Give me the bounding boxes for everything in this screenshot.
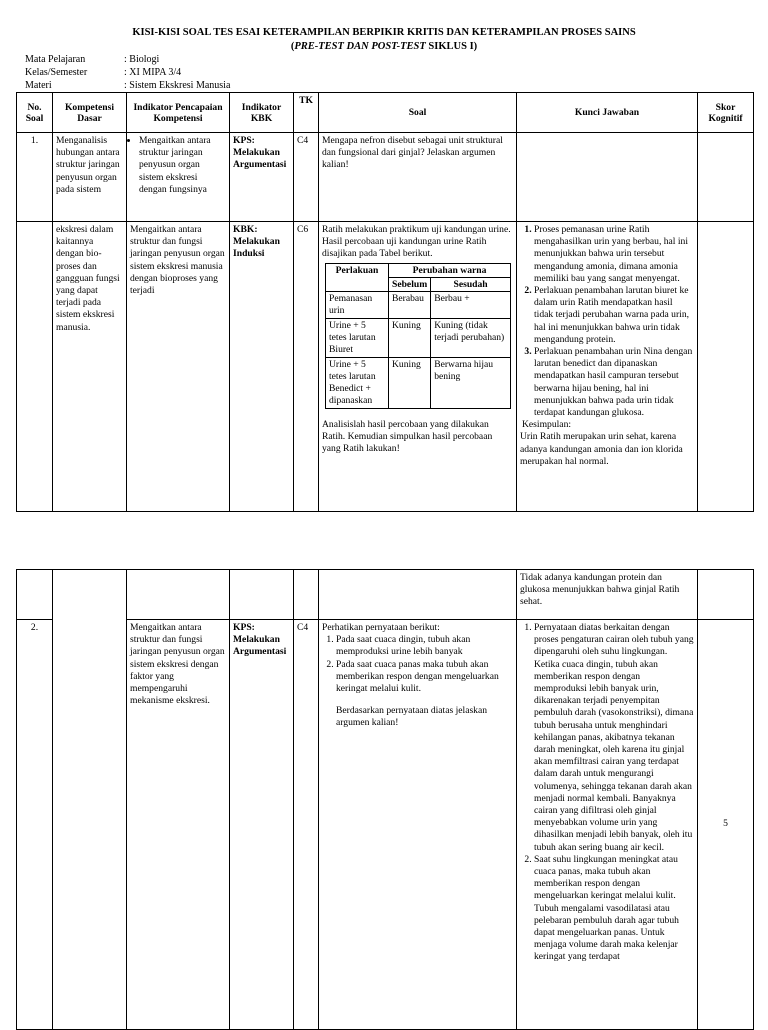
col-header-no: No. Soal (17, 93, 53, 133)
table-row (17, 133, 754, 222)
cell-skor (698, 133, 754, 222)
soal-outro: Analisislah hasil percobaan yang dilakukan Ratih. Kemudian simpulkan hasil percobaan yang Ratih lakukan! (322, 418, 493, 455)
soal-intro: Ratih melakukan praktikum uji kandungan urine. Hasil percobaan uji kandungan urine Ratih disajikan pada Tabel berikut. (322, 224, 511, 260)
meta-value-subject: : Biologi (124, 54, 160, 65)
cell-kbk (230, 133, 294, 222)
cell-kbk (230, 620, 294, 1030)
soal-outro: Berdasarkan pernyataan diatas jelaskan argumen kalian! (336, 705, 488, 729)
cell-kd (53, 570, 127, 1030)
cell-tk (294, 570, 319, 620)
table-row (17, 222, 754, 512)
grid-table-page2 (16, 569, 754, 1030)
meta-value-class: : XI MIPA 3/4 (124, 67, 182, 78)
header-row (17, 93, 754, 133)
cell-soal (319, 570, 517, 620)
kbk-type: KPS: (233, 135, 255, 146)
cell-no: 1. (17, 133, 53, 222)
kunci-item: 3. Perlakuan penambahan urin Nina dengan larutan benedict dan dipanaskan mendapatkan hasil campuran tersebut berwarna hijau bening, hal ini menunjukkan bahwa pada urin tidak terdapat kandungan glukosa. (534, 346, 694, 419)
cell-skor: 5 (698, 620, 754, 1030)
cell-tk: C4 (294, 133, 319, 222)
kunci-item: 2. Perlakuan penambahan larutan biuret ke dalam urin Ratih mendapatkan hasil tidak terjadi perubahan warna pada urin, hal ini menunjukkan bahwa urin tidak mengandung protein. (534, 285, 694, 346)
inner-row (326, 318, 511, 357)
experiment-table (325, 263, 511, 409)
cell-ipk (127, 133, 230, 222)
inner-cell-perlakuan: Urine + 5 tetes larutan Benedict + dipanaskan (326, 357, 389, 408)
col-header-kbk: Indikator KBK (230, 93, 294, 133)
kunci-item: 1. Proses pemanasan urine Ratih mengahasilkan urin yang berbau, hal ini menunjukkan bahwa urin tersebut mengandung amonia, dimana amonia memiliki bau yang sangat menyengat. (534, 224, 694, 285)
kesimpulan-label: Kesimpulan: (522, 419, 572, 431)
document-title: KISI-KISI SOAL TES ESAI KETERAMPILAN BERPIKIR KRITIS DAN KETERAMPILAN PROSES SAINS (132, 27, 636, 38)
cell-skor (698, 570, 754, 620)
table-row (17, 620, 754, 1030)
kbk-skill: Melakukan Argumentasi (233, 634, 287, 658)
inner-header-perlakuan: Perlakuan (326, 263, 389, 291)
cell-kbk (230, 570, 294, 620)
inner-cell-sebelum: Kuning (389, 318, 431, 357)
cell-kunci (517, 620, 698, 1030)
cell-skor (698, 222, 754, 512)
col-header-tk: TK (294, 93, 319, 133)
meta-label-class: Kelas/Semester (25, 67, 88, 78)
col-header-kd: Kompetensi Dasar (53, 93, 127, 133)
cell-tk: C4 (294, 620, 319, 1030)
kunci-list (520, 622, 694, 964)
soal-item: 2. Pada saat cuaca panas maka tubuh akan memberikan respon dengan mengeluarkan keringat melalui kulit. (336, 659, 513, 696)
soal-intro: Perhatikan pernyataan berikut: (322, 622, 440, 633)
subtitle-open: ( (290, 41, 295, 52)
inner-header-perubahan: Perubahan warna (389, 263, 511, 277)
inner-cell-sebelum: Berabau (389, 291, 431, 318)
inner-cell-sesudah: Kuning (tidak terjadi perubahan) (431, 318, 511, 357)
inner-row (326, 357, 511, 408)
cell-no (17, 570, 53, 620)
subtitle-italic: PRE-TEST DAN POST-TEST (294, 41, 426, 52)
kbk-skill: Melakukan Induksi (233, 236, 280, 260)
cell-soal (319, 222, 517, 512)
document-subtitle (0, 40, 768, 53)
meta-label-material: Materi (25, 80, 52, 91)
cell-no (17, 222, 53, 512)
kunci-item: 1. Pernyataan diatas berkaitan dengan proses pengaturan cairan oleh tubuh yang dipengaruhi oleh suhu lingkungan. Ketika cuaca dingin, tubuh akan memberikan respon dengan memproduksi lebih banyak urin, dikarenakan terjadi penyempitan pembuluh darah (vasokonstriksi), dimana tubuh berusaha untuk menghindari kehilangan panas, akibatnya tekanan darah meningkat, oleh karena itu ginjal akan memfiltrasi cairan yang terdapat dalam darah untuk mengurangi volumenya, sehingga tekanan darah akan menjadi normal kembali. Banyaknya cairan yang difiltrasi oleh ginjal menyebabkan volume urin yang dihasilkan menjadi lebih banyak, oleh itu tubuh akan sering buang air kecil. (534, 622, 694, 854)
soal-item: 1. Pada saat cuaca dingin, tubuh akan memproduksi urine lebih banyak (336, 634, 513, 658)
kbk-type: KPS: (233, 622, 255, 633)
cell-kd: Menganalisis hubungan antara struktur jaringan penyusun organ pada sistem (53, 133, 127, 222)
cell-tk: C6 (294, 222, 319, 512)
inner-cell-sesudah: Berwarna hijau bening (431, 357, 511, 408)
meta-value-material: : Sistem Ekskresi Manusia (124, 80, 231, 91)
cell-ipk: Mengaitkan antara struktur dan fungsi jaringan penyusun organ sistem ekskresi manusia dengan bioproses yang terjadi (127, 222, 230, 512)
col-header-skor: Skor Kognitif (698, 93, 754, 133)
cell-kunci (517, 133, 698, 222)
inner-row (326, 291, 511, 318)
inner-cell-perlakuan: Pemanasan urin (326, 291, 389, 318)
cell-no: 2. (17, 620, 53, 1030)
table-row (17, 570, 754, 620)
grid-table-page1 (16, 92, 754, 512)
subtitle-rest: SIKLUS I) (425, 41, 478, 52)
col-header-ipk: Indikator Pencapaian Kompetensi (127, 93, 230, 133)
col-header-soal: Soal (319, 93, 517, 133)
cell-kunci: Tidak adanya kandungan protein dan glukosa menunjukkan bahwa ginjal Ratih sehat. (517, 570, 698, 620)
cell-kunci (517, 222, 698, 512)
cell-soal (319, 620, 517, 1030)
kunci-item: 2. Saat suhu lingkungan meningkat atau cuaca panas, maka tubuh akan memberikan respon dengan mengeluarkan keringat melalui kulit. Tubuh mengalami vasodilatasi atau pelebaran pembuluh darah agar tubuh dapat mengeluarkan panas. Untuk menjaga volume darah maka kelenjar keringat yang terdapat (534, 854, 694, 964)
meta-label-subject: Mata Pelajaran (25, 54, 86, 65)
inner-header-sebelum: Sebelum (389, 277, 431, 291)
kunci-list (520, 224, 694, 419)
inner-cell-perlakuan: Urine + 5 tetes larutan Biuret (326, 318, 389, 357)
col-header-kunci: Kunci Jawaban (517, 93, 698, 133)
inner-header-sesudah: Sesudah (431, 277, 511, 291)
cell-soal: Mengapa nefron disebut sebagai unit struktural dan fungsional dari ginjal? Jelaskan argumen kalian! (319, 133, 517, 222)
kbk-skill: Melakukan Argumentasi (233, 147, 287, 171)
inner-cell-sesudah: Berbau + (431, 291, 511, 318)
cell-ipk: Mengaitkan antara struktur dan fungsi jaringan penyusun organ sistem ekskresi dengan faktor yang mempengaruhi mekanisme ekskresi. (127, 620, 230, 1030)
soal-list (322, 634, 513, 695)
inner-cell-sebelum: Kuning (389, 357, 431, 408)
kbk-type: KBK: (233, 224, 258, 235)
cell-ipk (127, 570, 230, 620)
ipk-bullet: • Mengaitkan antara struktur jaringan penyusun organ sistem ekskresi dengan fungsinya (139, 135, 226, 196)
cell-kbk (230, 222, 294, 512)
kesimpulan-text: Urin Ratih merupakan urin sehat, karena adanya kandungan amonia dan ion klorida merupakan hal normal. (520, 431, 683, 467)
cell-kd: ekskresi dalam kaitannya dengan bio-proses dan gangguan fungsi yang dapat terjadi pada sistem ekskresi manusia. (53, 222, 127, 512)
